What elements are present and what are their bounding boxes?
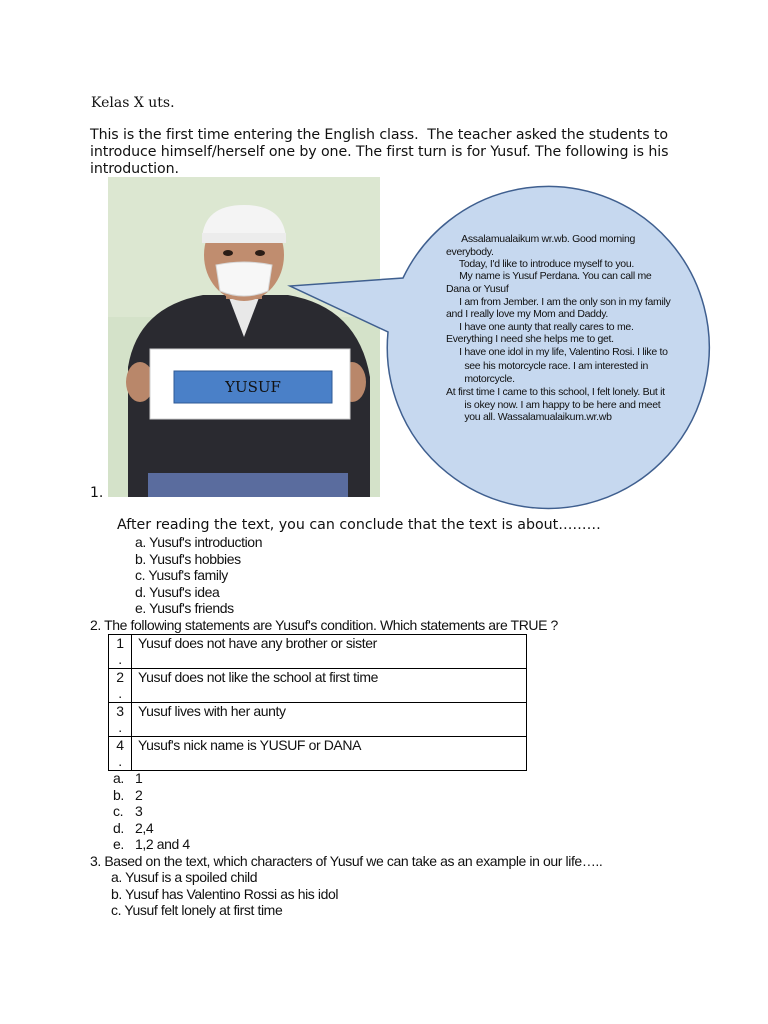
q2-option-d[interactable]: d. 2,4 (113, 819, 154, 836)
q2-option-c[interactable]: c. 3 (113, 803, 143, 820)
bubble-line: I have one aunty that really cares to me. (446, 321, 634, 333)
q2-question: 2. The following statements are Yusuf's condition. Which statements are TRUE ? (90, 617, 558, 633)
q1-option-a[interactable]: a. Yusuf's introduction (135, 534, 263, 550)
q1-option-d[interactable]: d. Yusuf's idea (135, 583, 220, 600)
q2-option-a[interactable]: a. 1 (113, 770, 143, 786)
q2-option-b[interactable]: b. 2 (113, 786, 143, 803)
row-statement: Yusuf lives with her aunty (132, 703, 527, 737)
q3-option-b[interactable]: b. Yusuf has Valentino Rossi as his idol (111, 885, 339, 902)
q2-statement-table (108, 634, 527, 771)
q3-option-c[interactable]: c. Yusuf felt lonely at first time (111, 902, 283, 919)
table-row (109, 669, 527, 703)
bubble-line: Dana or Yusuf (446, 283, 509, 295)
q1-options (135, 534, 262, 617)
intro-line: introduction. (90, 161, 179, 177)
q1-option-c[interactable]: c. Yusuf's family (135, 567, 228, 584)
q3-question: 3. Based on the text, which characters of Yusuf we can take as an example in our life….. (90, 853, 603, 869)
bubble-line: Assalamualaikum wr.wb. Good morning (446, 233, 636, 245)
class-label: Kelas X uts. (91, 95, 175, 111)
q1-question: After reading the text, you can conclude that the text is about……… (117, 517, 601, 533)
row-statement: Yusuf does not like the school at first time (132, 669, 527, 703)
q2-option-e[interactable]: e. 1,2 and 4 (113, 836, 190, 853)
bubble-line: you all. Wassalamualaikum.wr.wb (446, 411, 612, 423)
row-number: 2 . (109, 669, 132, 703)
bubble-line: My name is Yusuf Perdana. You can call me (446, 270, 652, 282)
bubble-line: At first time I came to this school, I felt lonely. But it (446, 386, 665, 398)
intro-line: This is the first time entering the English class. The teacher asked the students to (90, 127, 668, 143)
row-statement: Yusuf does not have any brother or sister (132, 635, 527, 669)
bubble-line: Everything I need she helps me to get. (446, 333, 614, 345)
q1-option-b[interactable]: b. Yusuf's hobbies (135, 550, 241, 567)
bubble-line: I have one idol in my life, Valentino Rosi. I like to (446, 346, 668, 358)
q2-options (113, 770, 190, 853)
row-number: 3 . (109, 703, 132, 737)
table-row (109, 737, 527, 771)
table-row (109, 703, 527, 737)
row-statement: Yusuf's nick name is YUSUF or DANA (132, 737, 527, 771)
bubble-line: see his motorcycle race. I am interested in (446, 360, 649, 372)
bubble-line: everybody. (446, 246, 494, 258)
q3-option-a[interactable]: a. Yusuf is a spoiled child (111, 869, 258, 885)
q3-options (111, 869, 338, 919)
intro-line: introduce himself/herself one by one. The first turn is for Yusuf. The following is his (90, 144, 669, 160)
q1-number: 1. (90, 485, 104, 501)
bubble-line: is okey now. I am happy to be here and meet (446, 399, 661, 411)
bubble-line: and I really love my Mom and Daddy. (446, 308, 609, 320)
q1-option-e[interactable]: e. Yusuf's friends (135, 600, 234, 617)
row-number: 1 . (109, 635, 132, 669)
bubble-line: Today, I'd like to introduce myself to you. (446, 258, 634, 270)
table-row (109, 635, 527, 669)
sign-text: YUSUF (225, 378, 281, 396)
row-number: 4 . (109, 737, 132, 771)
bubble-line: motorcycle. (446, 373, 515, 385)
bubble-line: I am from Jember. I am the only son in my family (446, 296, 671, 308)
